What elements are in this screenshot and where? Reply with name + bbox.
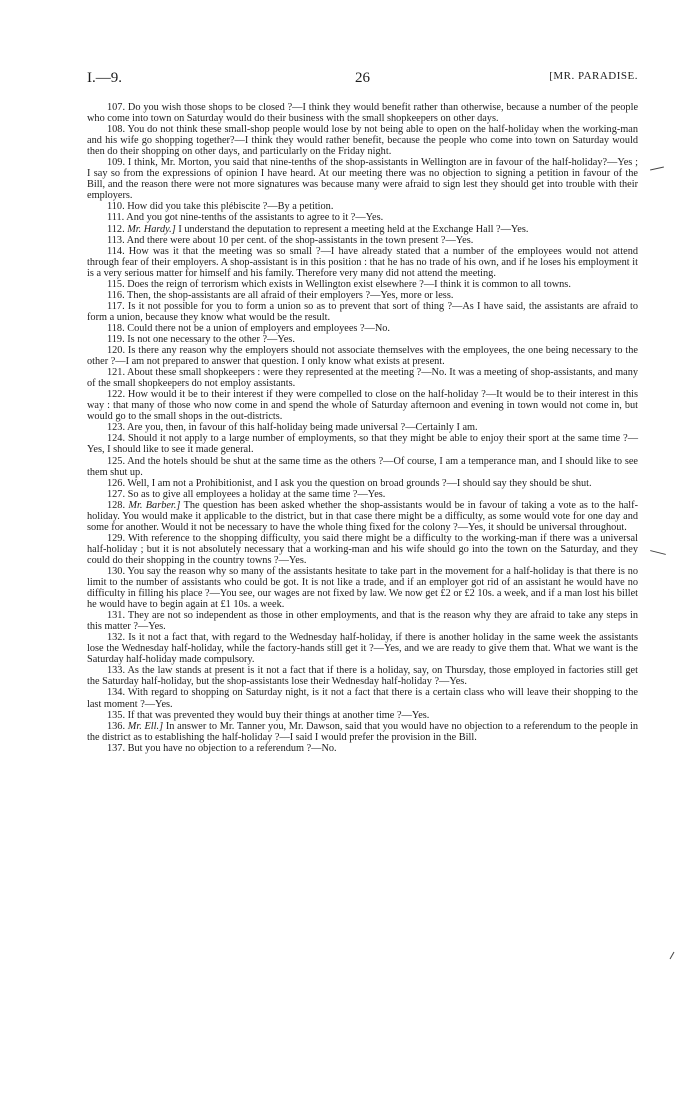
question-number: 132. — [107, 632, 129, 644]
question-paragraph — [87, 456, 638, 478]
question-number: 119. — [107, 333, 128, 345]
question-text: Does the reign of terrorism which exists in Wellington exist elsewhere ?—I think it is common to all towns. — [127, 278, 571, 290]
question-number: 131. — [107, 610, 128, 622]
question-text: And there were about 10 per cent. of the shop-assistants in the town present ?—Yes. — [126, 234, 474, 246]
question-paragraph — [87, 743, 638, 754]
question-paragraph — [87, 433, 638, 455]
question-number: 133. — [107, 665, 128, 677]
question-text: Is it not a fact that, with regard to the Wednesday half-holiday, if there is another holiday in the same week the assistants lose the Wednesday half-holiday, while the factory-hands still get it ?—Yes, and we are ready to give them that. What we want is the Saturday half-holiday made compulsory. — [87, 632, 638, 666]
question-number: 114. — [107, 245, 129, 257]
question-text: With regard to shopping on Saturday night, is it not a fact that there is a certain class who will leave their shopping to the last moment ?—Yes. — [87, 687, 638, 710]
question-text: How did you take this plébiscite ?—By a petition. — [127, 201, 334, 213]
question-number: 115. — [107, 278, 128, 290]
question-number: 113. — [107, 234, 127, 246]
question-paragraph — [87, 489, 638, 500]
question-text: If that was prevented they would buy their things at another time ?—Yes. — [127, 709, 430, 721]
question-text: Is not one necessary to the other ?—Yes. — [127, 333, 295, 345]
question-number: 120. — [107, 345, 128, 357]
question-text: About these small shopkeepers : were they represented at the meeting ?—No. It was a meeting of shop-assistants, and many of the small shopkeepers do not employ assistants. — [87, 367, 639, 390]
question-paragraph — [87, 224, 638, 235]
question-number: 122. — [107, 389, 128, 401]
page-number: 26 — [355, 70, 370, 86]
page-header — [87, 70, 638, 92]
question-paragraph — [87, 632, 638, 665]
question-text: I understand the deputation to represent a meeting held at the Exchange Hall ?—Yes. — [175, 223, 529, 235]
question-number: 135. — [107, 709, 128, 721]
question-paragraph — [87, 389, 638, 422]
question-number: 116. — [107, 289, 128, 301]
document-page — [87, 70, 638, 754]
question-paragraph — [87, 334, 638, 345]
question-number: 107. — [107, 102, 128, 113]
question-number: 126. — [107, 477, 128, 489]
question-text: The question has been asked whether the shop-assistants would be in favour of taking a vote as to the half-holiday. You would make it applicable to the district, but in that case there might be a difficulty, as some would vote for one day and some for another. Would it not be necessary to have the whole thing fixed for the colony ?—Yes, it should be universal throughout. — [87, 499, 639, 533]
question-text: And you got nine-tenths of the assistants to agree to it ?—Yes. — [126, 212, 384, 224]
question-paragraph — [87, 124, 638, 157]
question-number: 134. — [107, 687, 128, 699]
question-paragraph — [87, 422, 638, 433]
question-number: 121. — [107, 367, 128, 379]
question-paragraph — [87, 367, 638, 389]
question-number: 110. — [107, 201, 128, 213]
question-paragraph — [87, 566, 638, 610]
question-text: Is there any reason why the employers should not associate themselves with the employees, the one being necessary to the other ?—I am not prepared to answer that question. I only know what exists at present. — [87, 345, 638, 368]
header-witness: [MR. PARADISE. — [549, 70, 638, 82]
document-body — [87, 102, 638, 754]
question-number: 127. — [107, 488, 128, 500]
speaker-name: Mr. Hardy.] — [127, 223, 176, 235]
question-text: In answer to Mr. Tanner you, Mr. Dawson, said that you would have no objection to a referendum to the people in the district as to establishing the half-holiday ?—I said I would prefer the provision in the Bill. — [87, 720, 638, 743]
question-text: With reference to the shopping difficulty, you said there might be a difficulty to the working-man if there was a universal half-holiday ; but it is not absolutely necessary that a working-man and his wife should go into the town on the Saturday, and they could do their shopping in the country towns ?—Yes. — [87, 532, 638, 566]
question-paragraph — [87, 665, 638, 687]
question-paragraph — [87, 279, 638, 290]
question-paragraph — [87, 290, 638, 301]
margin-mark — [650, 550, 666, 555]
question-number: 136. — [107, 720, 128, 732]
question-number: 112. — [107, 223, 128, 235]
question-number: 117. — [107, 300, 128, 312]
question-text: Are you, then, in favour of this half-holiday being made universal ?—Certainly I am. — [127, 422, 478, 434]
question-text: Well, I am not a Prohibitionist, and I ask you the question on broad grounds ?—I should say they should be shut. — [127, 477, 592, 489]
margin-mark — [650, 167, 664, 171]
question-number: 125. — [107, 455, 128, 467]
question-number: 109. — [107, 157, 128, 169]
question-text: And the hotels should be shut at the same time as the others ?—Of course, I am a temperance man, and I should like to see them shut up. — [87, 455, 638, 478]
question-paragraph — [87, 721, 638, 743]
speaker-name: Mr. Barber.] — [128, 499, 181, 511]
question-paragraph — [87, 610, 638, 632]
question-number: 123. — [107, 422, 128, 434]
question-number: 128. — [107, 499, 129, 511]
question-paragraph — [87, 500, 638, 533]
question-number: 118. — [107, 322, 128, 334]
question-paragraph — [87, 212, 638, 223]
question-number: 137. — [107, 742, 128, 754]
question-paragraph — [87, 710, 638, 721]
question-paragraph — [87, 478, 638, 489]
question-paragraph — [87, 235, 638, 246]
question-paragraph — [87, 323, 638, 334]
question-text: Is it not possible for you to form a union so as to prevent that sort of thing ?—As I have said, the assistants are afraid to form a union, because they know what would be the result. — [87, 300, 638, 323]
question-paragraph — [87, 246, 638, 279]
question-number: 130. — [107, 565, 128, 577]
question-text: How would it be to their interest if they were compelled to close on the half-holiday ?—It would be to their interest in this way : that many of those who now come in and spend the whole of Saturday afternoon and evening in town would not come in, but would go to the small shops in the out-districts. — [87, 389, 639, 423]
question-text: Do you wish those shops to be closed ?—I think they would benefit rather than otherwise, because a number of the people who come into town on Saturday would do their business with the small shopkeepers on other days. — [87, 102, 639, 125]
question-text: But you have no objection to a referendum ?—No. — [127, 742, 337, 754]
question-text: How was it that the meeting was so small ?—I have already stated that a number of the employees would not attend through fear of their employers. A shop-assistant is in this position : that he has no trade of his own, and if he loses his employment it is a very serious matter for himself and his family. Therefore very many did not attend the meeting. — [87, 245, 638, 279]
header-reference: I.—9. — [87, 70, 122, 86]
question-paragraph — [87, 533, 638, 566]
question-paragraph — [87, 687, 638, 709]
question-text: Could there not be a union of employers and employees ?—No. — [127, 322, 391, 334]
question-number: 124. — [107, 433, 128, 445]
speaker-name: Mr. Ell.] — [127, 720, 164, 732]
question-paragraph — [87, 201, 638, 212]
question-paragraph — [87, 102, 638, 124]
question-text: You say the reason why so many of the assistants hesitate to take part in the movement for a half-holiday is that there is no limit to the number of assistants who could be got. It is not like a trade, and if an employer got rid of an assistant he would have no difficulty in filling his place ?—You see, our wages are not fixed by law. We now get £2 or £2 10s. a week, and if a man lost his billet he would have to begin again at £1 10s. a week. — [87, 565, 639, 611]
question-paragraph — [87, 345, 638, 367]
margin-mark — [670, 952, 675, 959]
question-text: They are not so independent as those in other employments, and that is the reason why they are afraid to take any steps in this matter ?—Yes. — [87, 610, 638, 633]
question-number: 129. — [107, 532, 128, 544]
question-text: I think, Mr. Morton, you said that nine-tenths of the shop-assistants in Wellington are in favour of the half-holiday?—Yes ; I say so from the expressions of opinion I have heard. At our meeting there was no objection to signing a petition in favour of the Bill, and the reason there were not more signatures was because many were afraid to sign lest they should get into trouble with their employers. — [87, 157, 639, 202]
question-text: Then, the shop-assistants are all afraid of their employers ?—Yes, more or less. — [127, 289, 454, 301]
question-text: As the law stands at present is it not a fact that if there is a holiday, say, on Thursday, those employed in factories still get the Saturday half-holiday, but the shop-assistants lose their Wednesday half-holiday ?—Yes. — [87, 665, 638, 688]
question-paragraph — [87, 157, 638, 201]
question-text: So as to give all employees a holiday at the same time ?—Yes. — [127, 488, 386, 500]
question-text: You do not think these small-shop people would lose by not being able to open on the half-holiday when the working-man and his wife go shopping together?—I think they would rather benefit, because the people who come into town on Saturday would then do their shopping on other days, and particularly on the Friday night. — [87, 124, 638, 158]
question-text: Should it not apply to a large number of employments, so that they might be able to enjoy their sport at the same time ?—Yes, I should like to see it made general. — [87, 433, 639, 456]
question-number: 111. — [107, 212, 127, 224]
question-number: 108. — [107, 124, 128, 136]
question-paragraph — [87, 301, 638, 323]
